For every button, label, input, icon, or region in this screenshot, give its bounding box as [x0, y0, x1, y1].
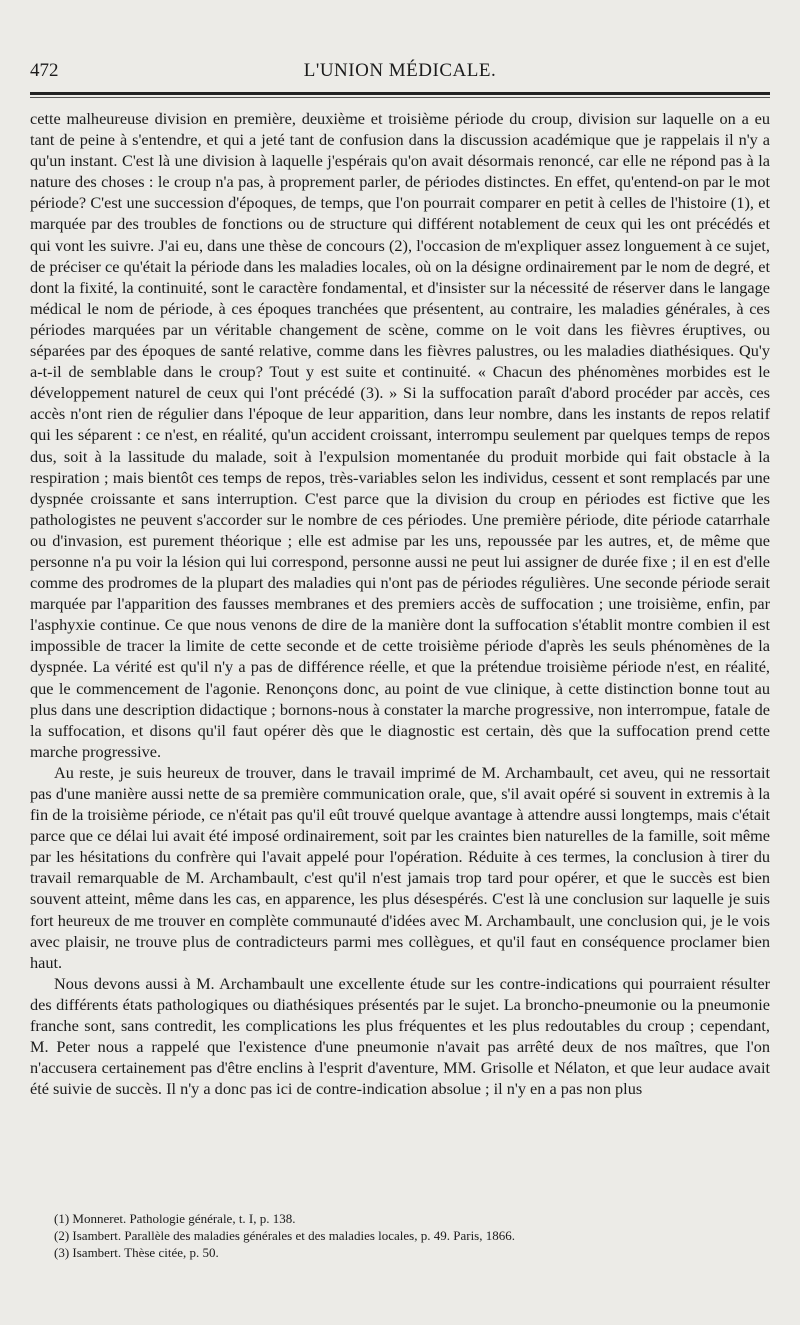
footnotes — [30, 1210, 770, 1261]
page-header — [30, 60, 770, 90]
running-title: L'UNION MÉDICALE. — [303, 60, 497, 81]
article-body — [30, 108, 770, 1099]
body-paragraph: Nous devons aussi à M. Archambault une excellente étude sur les contre-indications qui pourraient résulter des différents états pathologiques ou diathésiques présentés par le sujet. La broncho-pneumonie ou la pneumonie franche sont, sans contredit, les complications les plus fréquentes et les plus redoutables du croup ; cependant, M. Peter nous a rappelé que l'existence d'une pneumonie n'avait pas arrêté deux de nos maîtres, que l'on n'accusera certainement pas d'être enclins à l'esprit d'aventure, MM. Grisolle et Nélaton, et que leur audace avait été suivie de succès. Il n'y a donc pas ici de contre-indication absolue ; il n'y en a pas non plus — [30, 973, 770, 1099]
body-paragraph: cette malheureuse division en première, deuxième et troisième période du croup, division sur laquelle on a eu tant de peine à s'entendre, et qui a jeté tant de confusion dans la discussion académique que je rappelais il n'y a qu'un instant. C'est là une division à laquelle j'espérais qu'on avait désormais renoncé, car elle ne répond pas à la nature des choses : le croup n'a pas, à proprement parler, de périodes distinctes. En effet, qu'entend-on par le mot période? C'est une succession d'époques, de temps, que l'on pourrait comparer en petit à celles de l'histoire (1), et marquée par des troubles de fonctions ou de structure qui différent notablement de ceux qui les ont précédés et qui vont les suivre. J'ai eu, dans une thèse de concours (2), l'occasion de m'expliquer assez longuement à ce sujet, de préciser ce qu'était la période dans les maladies locales, où on la désigne ordinairement par le nom de degré, et dont la fixité, la continuité, sont le caractère fondamental, et d'insister sur la nécessité de réserver dans le langage médical le nom de période, à ces époques tranchées que présentent, au contraire, les maladies générales, à ces périodes marquées par un véritable changement de scène, comme on le voit dans les fièvres éruptives, ou séparées par des époques de santé relative, comme dans les fièvres palustres, ou les maladies diathésiques. Qu'y a-t-il de semblable dans le croup? Tout y est suite et continuité. « Chacun des phénomènes morbides est le développement naturel de ceux qui l'ont précédé (3). » Si la suffocation paraît d'abord procéder par accès, ces accès n'ont rien de régulier dans l'époque de leur apparition, dans leur nombre, dans les instants de repos relatif qui les séparent : ce n'est, en réalité, qu'un accident croissant, interrompu seulement par quelques temps de repos dus, soit à la lassitude du malade, soit à l'expulsion momentanée du produit morbide qui fait obstacle à la respiration ; mais bientôt ces temps de repos, très-variables selon les individus, cessent et sont remplacés par une dyspnée croissante et sans interruption. C'est parce que la division du croup en périodes est fictive que les pathologistes ne peuvent s'accorder sur le nombre de ces périodes. Une première période, dite période catarrhale ou d'invasion, est purement théorique ; elle est admise par les uns, repoussée par les autres, et, de même que personne n'a pu voir la lésion qui lui correspond, personne aussi ne peut lui assigner de durée fixe ; il en est d'elle comme des prodromes de la plupart des maladies qui n'ont pas de périodes régulières. Une seconde période serait marquée par l'apparition des fausses membranes et des premiers accès de suffocation ; une troisième, enfin, par l'asphyxie continue. Ce que nous venons de dire de la manière dont la suffocation s'établit montre combien il est impossible de tracer la limite de cette seconde et de cette troisième période d'après les seuls phénomènes de la dyspnée. La vérité est qu'il n'y a pas de différence réelle, et que la prétendue troisième période n'est, en réalité, que le commencement de l'agonie. Renonçons donc, au point de vue clinique, à cette distinction bonne tout au plus dans une description didactique ; bornons-nous à constater la marche progressive, non interrompue, fatale de la suffocation, et disons qu'il faut opérer dès que le diagnostic est certain, dès que la suffocation prend cette marche progressive. — [30, 109, 770, 761]
header-rule-thick — [30, 92, 770, 95]
header-rule-thin — [30, 97, 770, 98]
page-number: 472 — [30, 60, 59, 81]
footnote: (3) Isambert. Thèse citée, p. 50. — [54, 1245, 219, 1260]
footnote: (2) Isambert. Parallèle des maladies générales et des maladies locales, p. 49. Paris, 1866. — [54, 1228, 515, 1243]
footnote: (1) Monneret. Pathologie générale, t. I, p. 138. — [54, 1211, 296, 1226]
body-paragraph: Au reste, je suis heureux de trouver, dans le travail imprimé de M. Archambault, cet aveu, qui ne ressortait pas d'une manière aussi nette de sa première communication orale, que, s'il avait opéré si souvent in extremis à la fin de la troisième période, ce n'était pas qu'il eût trouvé quelque avantage à attendre aussi longtemps, mais c'était parce que ce délai lui avait été imposé ordinairement, soit par les craintes bien naturelles de la famille, soit même par les hésitations du confrère qui l'avait appelé pour l'opération. Réduite à ces termes, la conclusion à tirer du travail remarquable de M. Archambault, c'est qu'il n'est jamais trop tard pour opérer, et que le succès est bien souvent atteint, même dans les cas, en apparence, les plus désespérés. C'est là une conclusion sur laquelle je suis fort heureux de me trouver en complète communauté d'idées avec M. Archambault, une conclusion qui, je le vois avec plaisir, ne trouve plus de contradicteurs parmi mes collègues, et qu'il faut en conséquence proclamer bien haut. — [30, 762, 770, 972]
